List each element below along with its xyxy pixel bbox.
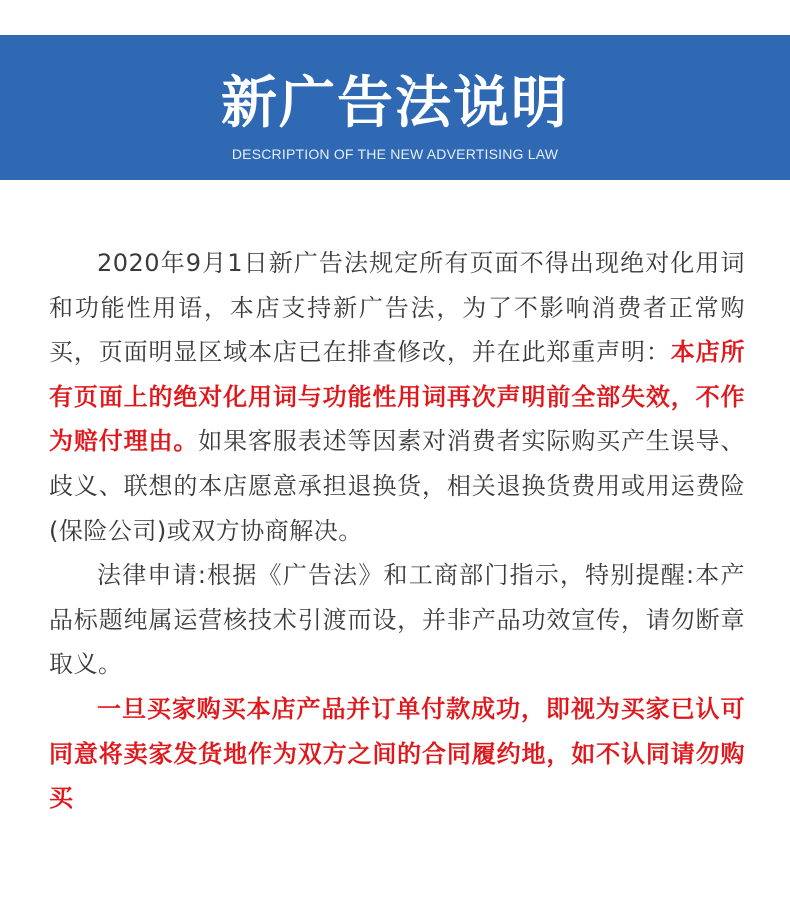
notice-paragraph-2: 法律申请:根据《广告法》和工商部门指示，特别提醒:本产品标题纯属运营核技术引渡而设，并非产品功效宣传，请勿断章取义。 (49, 561, 745, 679)
paragraph-1-intro: 2020年9月1日新广告法规定所有页面不得出现绝对化用词和功能性用语，本店支持新广告法，为了不影响消费者正常购买，页面明显区域本店已在排查修改，并在此郑重声明： (49, 249, 745, 367)
notice-paragraph-3: 一旦买家购买本店产品并订单付款成功，即视为买家已认可同意将卖家发货地作为双方之间的合同履约地，如不认同请勿购买 (49, 694, 745, 813)
notice-body (49, 241, 745, 821)
paragraph-1-highlight: 本店所有页面上的绝对化用词与功能性用词再次声明前全部失效，不作为赔付理由。 (49, 338, 746, 456)
header-banner (0, 35, 790, 180)
paragraph-1-outro: 如果客服表述等因素对消费者实际购买产生误导、歧义、联想的本店愿意承担退换货，相关退换货费用或用运费险(保险公司)或双方协商解决。 (49, 427, 746, 545)
notice-paragraph-1 (49, 241, 745, 553)
page-subtitle: DESCRIPTION OF THE NEW ADVERTISING LAW (231, 146, 559, 162)
page-title: 新广告法说明 (221, 71, 569, 136)
